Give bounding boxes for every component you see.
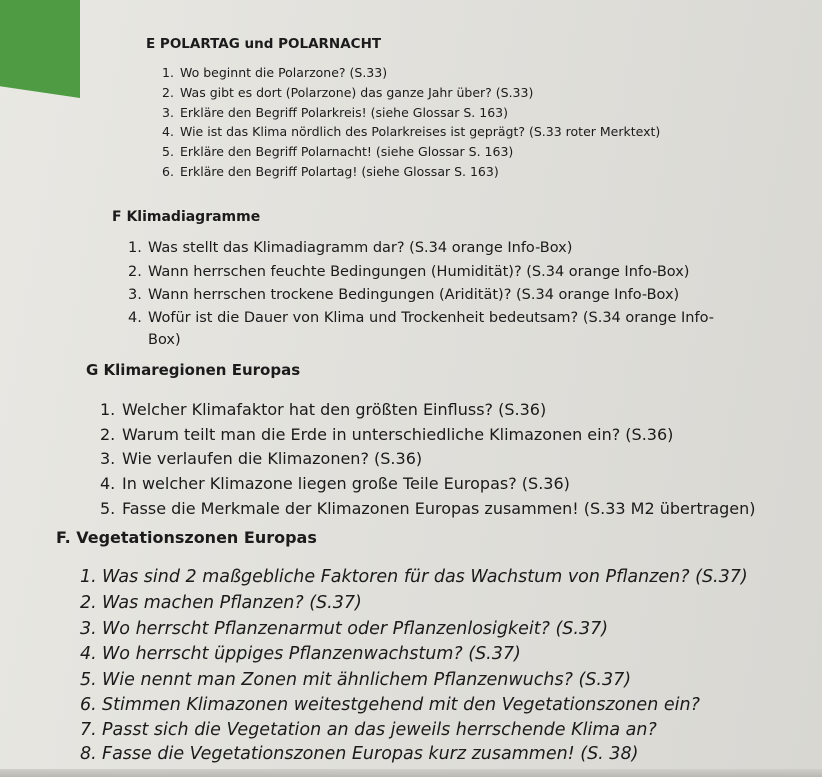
question-item bbox=[128, 240, 572, 256]
question-number: 5. bbox=[100, 499, 116, 518]
green-corner-tab bbox=[0, 0, 80, 98]
question-number: 8. bbox=[80, 744, 97, 764]
question-number: 4. bbox=[162, 124, 174, 139]
question-text: Erkläre den Begriff Polartag! (siehe Glossar S. 163) bbox=[180, 164, 499, 179]
question-number: 2. bbox=[162, 85, 174, 100]
question-number: 5. bbox=[162, 144, 174, 159]
question-item bbox=[80, 670, 631, 690]
section-heading: G Klimaregionen Europas bbox=[86, 361, 301, 379]
question-continuation bbox=[148, 332, 181, 348]
question-number: 3. bbox=[128, 287, 142, 303]
section-heading: F Klimadiagramme bbox=[112, 209, 261, 225]
question-item bbox=[100, 499, 756, 518]
question-item bbox=[162, 85, 533, 100]
question-text: In welcher Klimazone liegen große Teile Europas? (S.36) bbox=[122, 474, 570, 493]
question-item bbox=[80, 567, 748, 587]
question-text: Erkläre den Begriff Polarkreis! (siehe Glossar S. 163) bbox=[180, 105, 508, 120]
page-bottom-edge bbox=[0, 769, 822, 777]
question-number: 3. bbox=[162, 105, 174, 120]
question-item bbox=[162, 65, 387, 80]
question-text: Fasse die Vegetationszonen Europas kurz zusammen! (S. 38) bbox=[102, 744, 639, 764]
question-item bbox=[80, 619, 608, 639]
question-item bbox=[162, 144, 513, 159]
question-item bbox=[100, 474, 570, 493]
question-text: Wo herrscht üppiges Pflanzenwachstum? (S.37) bbox=[102, 644, 521, 664]
question-text: Was machen Pflanzen? (S.37) bbox=[102, 593, 362, 613]
question-text: Wie ist das Klima nördlich des Polarkreises ist geprägt? (S.33 roter Merktext) bbox=[180, 124, 661, 139]
question-text: Welcher Klimafaktor hat den größten Einfluss? (S.36) bbox=[122, 400, 547, 419]
question-number: 6. bbox=[162, 164, 174, 179]
question-text: Was sind 2 maßgebliche Faktoren für das Wachstum von Pflanzen? (S.37) bbox=[102, 567, 748, 587]
question-item bbox=[162, 164, 499, 179]
question-number: 2. bbox=[128, 264, 142, 280]
section-heading: E POLARTAG und POLARNACHT bbox=[146, 36, 382, 52]
question-number: 7. bbox=[80, 720, 97, 740]
question-text: Fasse die Merkmale der Klimazonen Europas zusammen! (S.33 M2 übertragen) bbox=[122, 499, 756, 518]
question-text: Warum teilt man die Erde in unterschiedliche Klimazonen ein? (S.36) bbox=[122, 425, 674, 444]
question-text: Was gibt es dort (Polarzone) das ganze Jahr über? (S.33) bbox=[180, 85, 534, 100]
question-text: Wo beginnt die Polarzone? (S.33) bbox=[180, 65, 388, 80]
question-text: Wo herrscht Pflanzenarmut oder Pflanzenlosigkeit? (S.37) bbox=[102, 619, 609, 639]
question-item bbox=[100, 449, 422, 468]
question-text: Stimmen Klimazonen weitestgehend mit den Vegetationszonen ein? bbox=[102, 695, 700, 715]
question-text: Was stellt das Klimadiagramm dar? (S.34 orange Info-Box) bbox=[148, 240, 573, 256]
question-number: 6. bbox=[80, 695, 97, 715]
question-number: 4. bbox=[80, 644, 97, 664]
question-number: 1. bbox=[162, 65, 174, 80]
question-item bbox=[128, 264, 689, 280]
question-text: Wann herrschen trockene Bedingungen (Aridität)? (S.34 orange Info-Box) bbox=[148, 287, 680, 303]
question-number: 4. bbox=[128, 310, 142, 326]
question-number: 5. bbox=[80, 670, 97, 690]
question-item bbox=[80, 644, 521, 664]
section-heading: F. Vegetationszonen Europas bbox=[56, 528, 317, 547]
question-text: Box) bbox=[148, 332, 181, 348]
question-item bbox=[100, 425, 673, 444]
question-item bbox=[80, 695, 700, 715]
question-number: 2. bbox=[80, 593, 97, 613]
question-item bbox=[162, 105, 508, 120]
question-number: 1. bbox=[128, 240, 142, 256]
question-number: 3. bbox=[80, 619, 97, 639]
question-number: 4. bbox=[100, 474, 116, 493]
question-text: Wie verlaufen die Klimazonen? (S.36) bbox=[122, 449, 423, 468]
question-item bbox=[128, 310, 714, 326]
question-item bbox=[80, 744, 638, 764]
question-number: 3. bbox=[100, 449, 116, 468]
question-item bbox=[80, 593, 362, 613]
question-item bbox=[80, 720, 657, 740]
question-item bbox=[128, 287, 679, 303]
question-item bbox=[162, 124, 660, 139]
question-number: 1. bbox=[100, 400, 116, 419]
question-text: Passt sich die Vegetation an das jeweils herrschende Klima an? bbox=[102, 720, 657, 740]
question-item bbox=[100, 400, 546, 419]
question-text: Wofür ist die Dauer von Klima und Trockenheit bedeutsam? (S.34 orange Info- bbox=[148, 310, 714, 326]
question-text: Wie nennt man Zonen mit ähnlichem Pflanzenwuchs? (S.37) bbox=[102, 670, 632, 690]
question-text: Erkläre den Begriff Polarnacht! (siehe Glossar S. 163) bbox=[180, 144, 514, 159]
question-number: 2. bbox=[100, 425, 116, 444]
question-number: 1. bbox=[80, 567, 97, 587]
question-text: Wann herrschen feuchte Bedingungen (Humidität)? (S.34 orange Info-Box) bbox=[148, 264, 690, 280]
